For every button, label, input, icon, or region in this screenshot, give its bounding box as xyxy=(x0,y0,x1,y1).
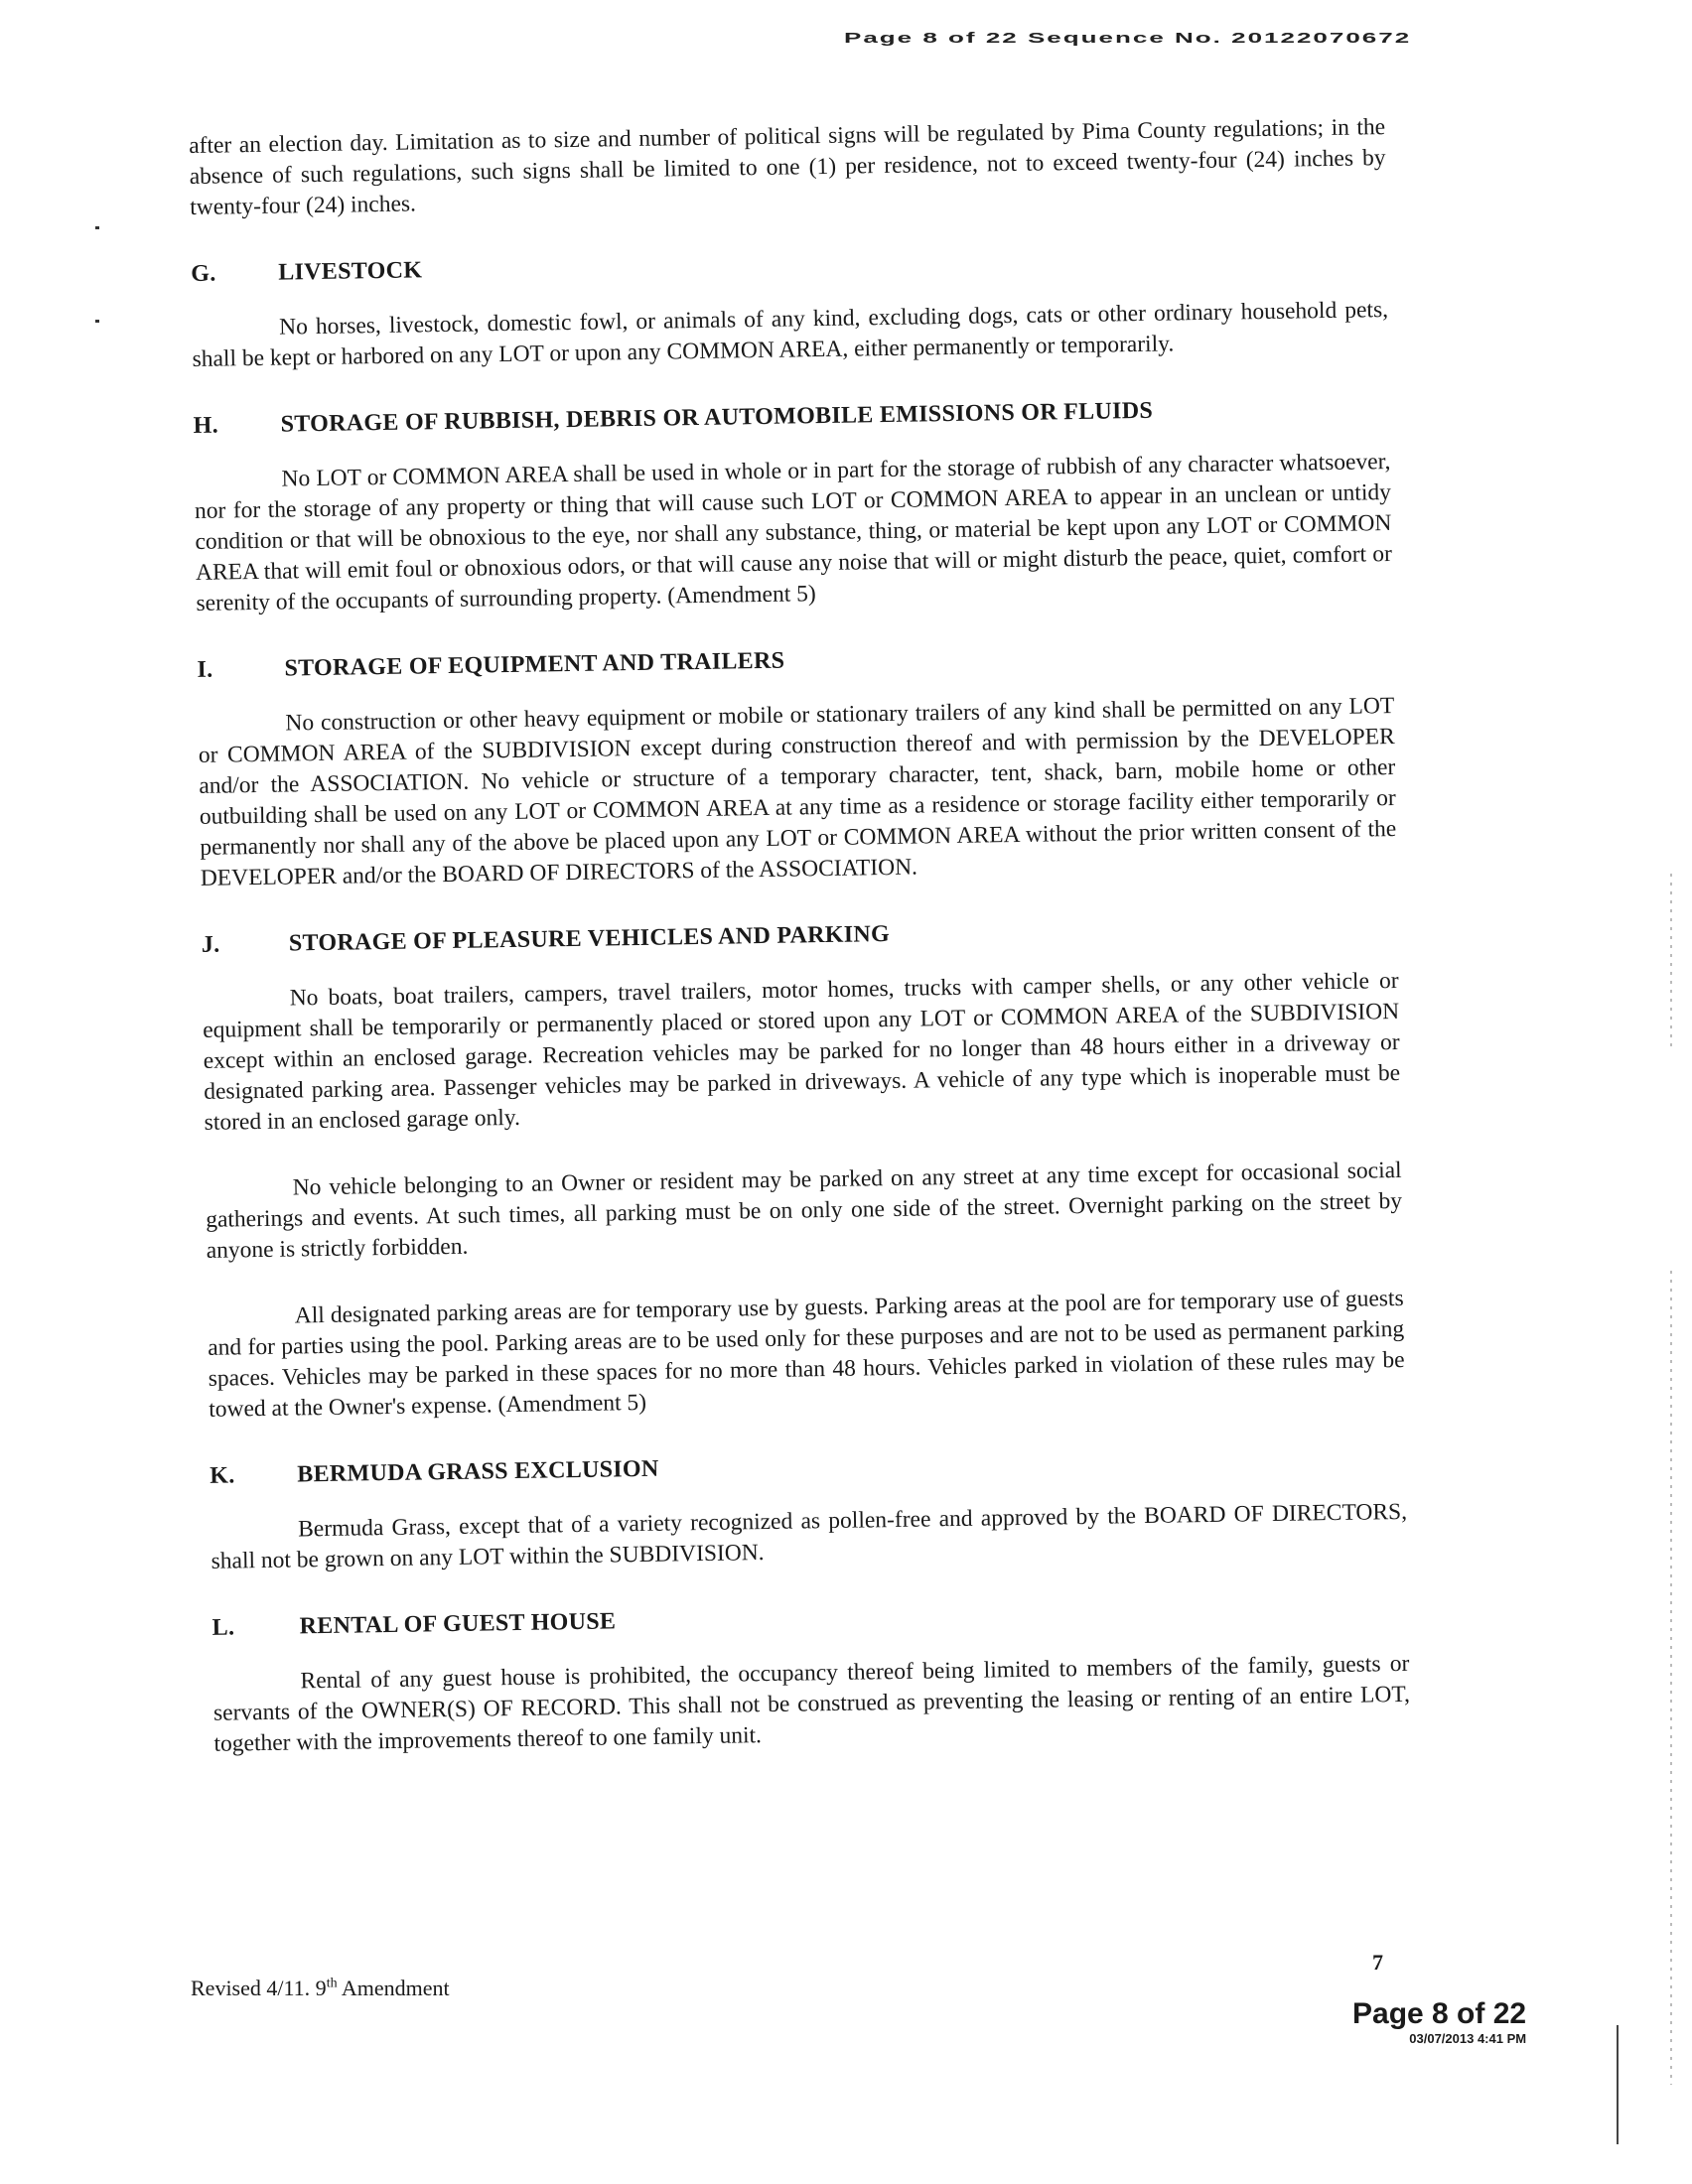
section-letter: L. xyxy=(212,1614,235,1641)
section-paragraph: No LOT or COMMON AREA shall be used in whole or in part for the storage of rubbish of any character whatsoever, nor for the storage of any property or thing that will cause such LOT or COMMON AREA to appear in an unclean or untidy condition or that will be obnoxious to the eye, nor shall any substance, thing, or material be kept upon any LOT or COMMON AREA that will emit foul or obnoxious odors, or that will cause any noise that will or might disturb the peace, quiet, comfort or serenity of the occupants of surrounding property. (Amendment 5) xyxy=(194,449,1393,616)
stamp-page-label: Page 8 of 22 xyxy=(1352,1997,1527,2030)
section-title: RENTAL OF GUEST HOUSE xyxy=(299,1608,617,1640)
scan-edge-line xyxy=(1617,2025,1619,2144)
stamp-datetime: 03/07/2013 4:41 PM xyxy=(1409,2031,1527,2046)
section-paragraph: No horses, livestock, domestic fowl, or animals of any kind, excluding dogs, cats or other ordinary household pets, shall be kept or harbored on any LOT or upon any COMMON AREA, either permanently or temporarily. xyxy=(192,297,1389,372)
scan-edge-artifact xyxy=(1670,874,1672,1052)
intro-paragraph: after an election day. Limitation as to size and number of political signs will be regulated by Pima County regulations; in the absence of such regulations, such signs shall be limited to one (1) per residence, not to exceed twenty-four (24) inches by twenty-four (24) inches. xyxy=(189,114,1386,220)
section-paragraph: Bermuda Grass, except that of a variety recognized as pollen-free and approved by the BOARD OF DIRECTORS, shall not be grown on any LOT within the SUBDIVISION. xyxy=(211,1498,1408,1574)
margin-mark xyxy=(95,320,99,323)
section-paragraph: No boats, boat trailers, campers, travel trailers, motor homes, trucks with camper shells, or any other vehicle or equipment shall be temporarily or permanently placed or stored upon any LOT or COMMON AREA of the SUBDIVISION except within an enclosed garage. Recreation vehicles may be parked for no longer than 48 hours either in a driveway or designated parking area. Passenger vehicles may be parked in driveways. A vehicle of any type which is inoperable must be stored in an enclosed garage only. xyxy=(203,967,1401,1136)
section-letter: J. xyxy=(201,931,220,958)
section-letter: G. xyxy=(191,260,216,287)
section-letter: K. xyxy=(210,1462,235,1489)
footer-revision-note xyxy=(191,1976,450,2001)
section-j-pleasure-vehicles xyxy=(202,911,1406,1426)
section-g-livestock xyxy=(191,240,1389,375)
section-heading xyxy=(191,240,1387,290)
recording-stamp xyxy=(1352,1997,1526,2047)
section-title: STORAGE OF PLEASURE VEHICLES AND PARKING xyxy=(288,921,891,957)
section-i-storage-equipment xyxy=(197,636,1397,894)
revision-ordinal-suffix: th xyxy=(326,1976,338,1991)
section-title: STORAGE OF EQUIPMENT AND TRAILERS xyxy=(284,647,785,682)
revision-suffix: Amendment xyxy=(337,1976,450,2000)
section-l-guest-house xyxy=(212,1594,1410,1760)
section-heading xyxy=(202,911,1398,961)
section-paragraph: Rental of any guest house is prohibited, the occupancy thereof being limited to members of the family, guests or servants of the OWNER(S) OF RECORD. This shall not be construed as preventing the leasing or renting of an entire LOT, together with the improvements thereof to one family unit. xyxy=(212,1650,1411,1757)
section-heading xyxy=(210,1442,1406,1492)
section-h-storage-rubbish xyxy=(193,392,1392,619)
section-k-bermuda-grass xyxy=(210,1442,1408,1577)
section-heading xyxy=(212,1594,1408,1644)
section-letter: I. xyxy=(197,656,213,683)
margin-mark xyxy=(95,226,99,229)
section-paragraph: No construction or other heavy equipment or mobile or stationary trailers of any kind shall be permitted on any LOT or COMMON AREA of the SUBDIVISION except during construction thereof and with permission by the DEVELOPER and/or the ASSOCIATION. No vehicle or structure of a temporary character, tent, shack, barn, mobile home or other outbuilding shall be used on any LOT or COMMON AREA at any time as a residence or storage facility either temporarily or permanently nor shall any of the above be placed upon any LOT or COMMON AREA without the prior written consent of the DEVELOPER and/or the BOARD OF DIRECTORS of the ASSOCIATION. xyxy=(198,693,1397,891)
header-sequence-line: Page 8 of 22 Sequence No. 20122070672 xyxy=(844,30,1412,47)
section-paragraph: All designated parking areas are for temporary use by guests. Parking areas at the pool are for temporary use of guests and for parties using the pool. Parking areas are to be used only for these purposes and are not to be used as permanent parking spaces. Vehicles may be parked in these spaces for no more than 48 hours. Vehicles parked in violation of these rules may be towed at the Owner's expense. (Amendment 5) xyxy=(208,1285,1405,1423)
section-paragraph: No vehicle belonging to an Owner or resident may be parked on any street at any time except for occasional social gatherings and events. At such times, all parking must be on only one side of the street. Overnight parking on the street by anyone is strictly forbidden. xyxy=(206,1157,1403,1264)
scan-edge-artifact xyxy=(1670,1271,1672,2085)
page-number: 7 xyxy=(1372,1950,1383,1975)
section-letter: H. xyxy=(193,412,219,439)
section-title: STORAGE OF RUBBISH, DEBRIS OR AUTOMOBILE EMISSIONS OR FLUIDS xyxy=(280,397,1154,438)
section-title: LIVESTOCK xyxy=(278,257,423,286)
revision-prefix: Revised 4/11. 9 xyxy=(191,1976,327,2000)
section-title: BERMUDA GRASS EXCLUSION xyxy=(297,1455,659,1488)
document-body xyxy=(189,112,1411,1796)
section-heading xyxy=(197,636,1393,686)
section-heading xyxy=(193,392,1389,442)
